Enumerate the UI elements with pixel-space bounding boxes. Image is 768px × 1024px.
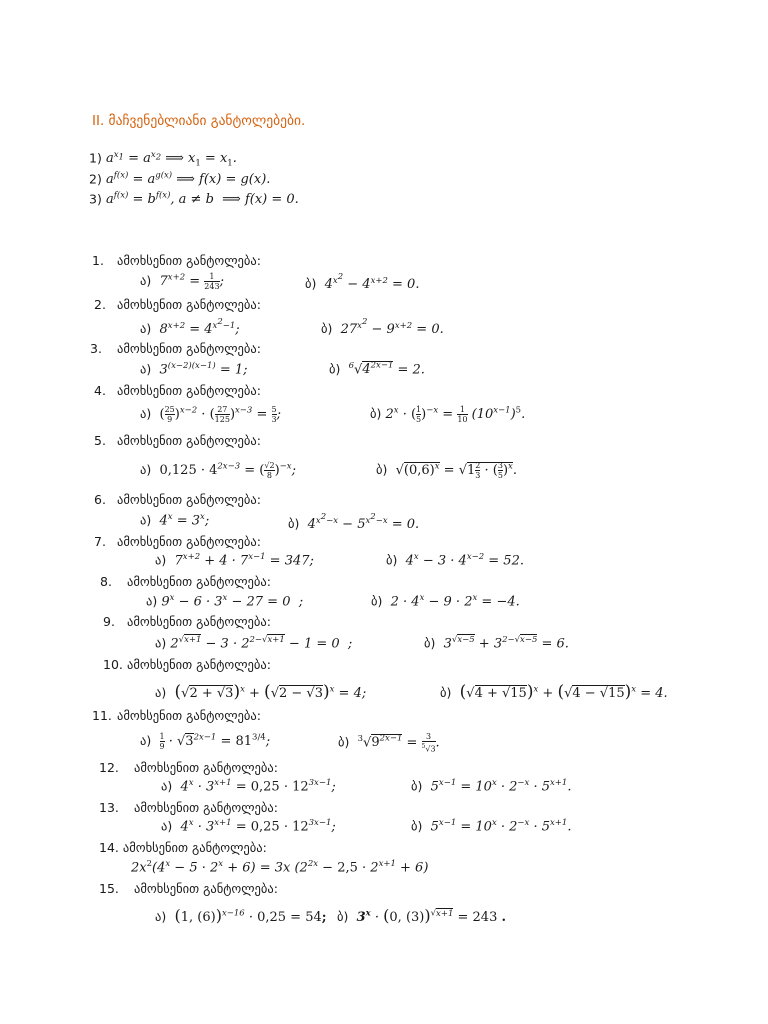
problem-6-instruction: ამოხსენით განტოლება: (117, 492, 261, 507)
problem-15-b: ბ) $3^x \cdot (0$, (3))$^{√x+1}$ = 243 . (337, 906, 507, 925)
problem-10-a: ა) $(√2 + √3)^x + (√2 - √3)^x = 4$; (155, 682, 367, 702)
rule-number: 3) (89, 191, 102, 207)
number-text: 14. (99, 840, 119, 855)
problem-5-instruction: ამოხსენით განტოლება: (117, 433, 261, 448)
problem-2-b: ბ) $27^{x^2} - 9^{x+2} = 0$. (321, 317, 444, 338)
problem-7-instruction: ამოხსენით განტოლება: (117, 534, 261, 549)
rule-number: 1) (89, 150, 102, 166)
problem-10-b: ბ) $(√4 + √15)^x + (√4 - √15)^x = 4$. (440, 682, 668, 702)
rule-formula: $a^{f(x)} = a^{g(x)}$ ⟹ f(x) = g(x). (105, 171, 271, 188)
problem-2-number: 2. (94, 297, 106, 312)
problem-2-a: ა) $8^{x+2} = 4^{x^2-1}$; (140, 317, 240, 338)
problem-5-a: ა) $0,125 \cdot 4^{2x-3}$ = ( $\frac{√2}{8}$ )$^{-x}$; (140, 461, 296, 480)
problem-15-number: 15. (99, 881, 119, 896)
problem-11-b: ბ) $^3√9^{2x-1}$ = $\frac{3}{^5√3}$ . (338, 732, 440, 754)
problem-10-instruction: ამოხსენით განტოლება: (127, 657, 271, 672)
rule-number: 2) (89, 171, 102, 187)
problem-14-number (99, 840, 267, 855)
rule-formula: $a^{f(x)} = b^{f(x)}$, a ≠ b ⟹ f(x) = 0. (105, 191, 299, 208)
problem-3-instruction: ამოხსენით განტოლება: (117, 341, 261, 356)
problem-5-b: ბ) $√(0,6)^x = √1$ $\frac{2}{3}$ · ( $\frac{3}{5}$ )$^x$. (376, 461, 517, 480)
problem-12-b: ბ) $5^{x-1} = 10^x \cdot 2^{-x} \cdot 5^{x+1}$. (411, 778, 572, 795)
problem-5-number: 5. (94, 433, 106, 448)
problem-7-b: ბ) $4^x - 3 \cdot 4^{x-2} = 52$. (386, 552, 524, 569)
problem-4-a: ა) ( $\frac{25}{9}$ )$^{x-2}$ · ( $\frac{27}{125}$ )$^{x-3}$ = $\frac{5}{3}$ ; (140, 405, 281, 424)
rule-3 (89, 191, 299, 207)
problem-1-a: ა) $7^{x+2}$ = $\frac{1}{243}$ ; (140, 272, 224, 291)
problem-13-b: ბ) $5^{x-1} = 10^x \cdot 2^{-x} \cdot 5^{x+1}$. (411, 818, 572, 835)
problem-15-instruction: ამოხსენით განტოლება: (134, 881, 278, 896)
problem-12-a: ა) $4^x \cdot 3^{x+1} = 0,25 \cdot 12^{3x-1}$; (161, 778, 336, 795)
problem-9-a: ა) $2^{√x+1} - 3 \cdot 2^{2-√x+1} - 1 = 0$ ; (155, 635, 353, 652)
problem-4-instruction: ამოხსენით განტოლება: (117, 383, 261, 398)
problem-12-instruction: ამოხსენით განტოლება: (134, 760, 278, 775)
rule-formula: $a^{x_1} = a^{x_2}$ ⟹ $x_1 = x_1$. (105, 150, 237, 169)
problem-3-number: 3. (90, 341, 102, 356)
problem-11-a: ა) $\frac{1}{9}$ · $√3^{2x-1} = 81^{3/4}$; (140, 732, 271, 751)
problem-13-instruction: ამოხსენით განტოლება: (134, 800, 278, 815)
section-title: II. მაჩვენებლიანი განტოლებები. (92, 113, 306, 129)
problem-7-a: ა) $7^{x+2} + 4 \cdot 7^{x-1} = 347$; (155, 552, 314, 569)
problem-9-instruction: ამოხსენით განტოლება: (127, 614, 271, 629)
problem-1-number: 1. (92, 253, 104, 268)
problem-9-b: ბ) $3^{√x-5} + 3^{2-√x-5} = 6$. (424, 635, 569, 652)
problem-12-number: 12. (99, 760, 119, 775)
instruction-text: ამოხსენით განტოლება: (122, 840, 267, 855)
problem-9-number: 9. (103, 614, 115, 629)
rule-1 (89, 150, 237, 169)
problem-3-a: ა) $3^{(x-2)(x-1)} = 1$; (140, 361, 248, 378)
problem-8-a: ა) $9^x - 6 \cdot 3^x - 27 = 0$ ; (146, 593, 304, 610)
problem-4-number: 4. (94, 383, 106, 398)
problem-4-b: ბ) $2^x$ · ( $\frac{1}{5}$ )$^{-x}$ = $\frac{1}{10}$ $(10^{x-1})^5$. (370, 405, 526, 424)
problem-8-instruction: ამოხსენით განტოლება: (127, 574, 271, 589)
problem-13-number: 13. (99, 800, 119, 815)
problem-14-equation: $2x^2(4^x - 5 \cdot 2^x + 6) = 3x$ $(2^{2x} - 2,5 \cdot 2^{x+1} + 6)$ (131, 859, 429, 876)
problem-10-number: 10. (103, 657, 123, 672)
problem-6-number: 6. (94, 492, 106, 507)
problem-1-instruction: ამოხსენით განტოლება: (117, 253, 261, 268)
problem-15-a: ა) (1, (6))$^{x-16}$ · 0,25 = 54; (155, 906, 327, 925)
problem-7-number: 7. (94, 534, 106, 549)
problem-11-instruction: ამოხსენით განტოლება: (117, 708, 261, 723)
problem-8-b: ბ) $2 \cdot 4^x - 9 \cdot 2^x = -4$. (371, 593, 520, 610)
problem-2-instruction: ამოხსენით განტოლება: (117, 297, 261, 312)
problem-1-b: ბ) $4^{x^2} - 4^{x+2} = 0$. (305, 272, 420, 293)
problem-6-a: ა) $4^x = 3^x$; (140, 512, 210, 529)
problem-8-number: 8. (100, 574, 112, 589)
rule-2 (89, 171, 270, 187)
problem-13-a: ა) $4^x \cdot 3^{x+1} = 0,25 \cdot 12^{3x-1}$; (161, 818, 336, 835)
problem-11-number: 11. (92, 708, 112, 723)
problem-6-b: ბ) $4^{x^2-x} - 5^{x^2-x} = 0$. (288, 512, 420, 533)
problem-3-b: ბ) $^6√4^{2x-1} = 2$. (329, 361, 425, 378)
